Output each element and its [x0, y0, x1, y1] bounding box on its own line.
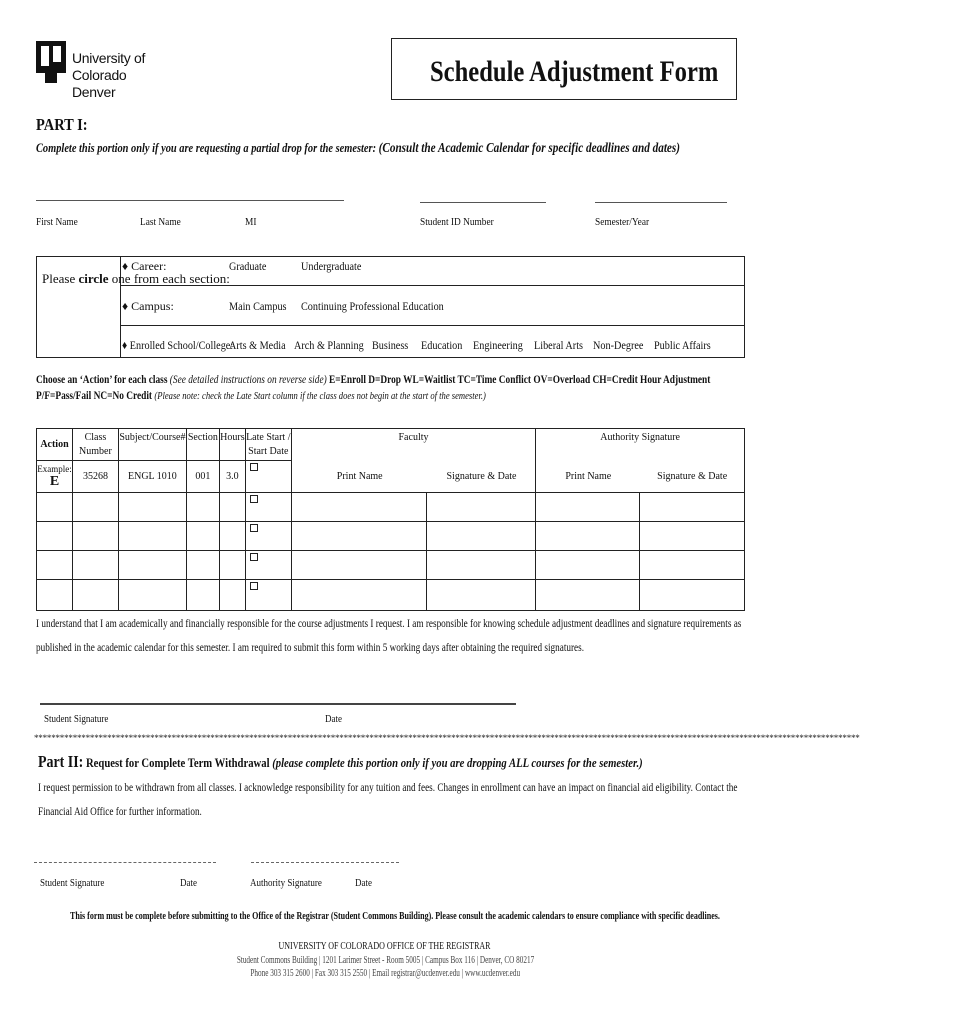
header-hours: Hours — [219, 429, 245, 461]
header-class-number: Class Number — [72, 429, 118, 461]
campus-label: ♦ Campus: — [122, 299, 174, 313]
faculty-subheader — [291, 461, 536, 493]
header-faculty: Faculty — [291, 429, 536, 461]
faculty-print-name: Print Name — [336, 470, 383, 482]
mi-label: MI — [245, 216, 257, 228]
school-option-liberal-arts[interactable]: Liberal Arts — [534, 338, 584, 352]
action-codes — [36, 371, 901, 404]
logo-line-denver: Denver — [72, 84, 116, 100]
part1-instruction-a: Complete this portion only if you are requesting a partial drop for the semester: — [36, 140, 377, 155]
date-label: Date — [325, 713, 343, 725]
example-action-cell — [37, 461, 73, 493]
school-option-education[interactable]: Education — [421, 338, 463, 352]
last-name-label: Last Name — [140, 216, 181, 228]
circle-instruction: Please circle one from each section: — [42, 271, 230, 286]
table-row[interactable] — [37, 521, 745, 550]
submission-notice: This form must be complete before submitting to the Office of the Registrar (Student Commons Building). Please consult the academic calendars to ensure compliance with specific deadlines. — [70, 910, 720, 922]
example-class-number: 35268 — [72, 461, 118, 493]
late-start-checkbox[interactable] — [245, 521, 291, 550]
registrar-contact: Phone 303 315 2600 | Fax 303 315 2550 | Email registrar@ucdenver.edu | www.ucdenver.edu — [250, 968, 520, 979]
table-row[interactable] — [37, 492, 745, 521]
student-id-label: Student ID Number — [420, 216, 494, 228]
school-option-arch-planning[interactable]: Arch & Planning — [294, 338, 364, 352]
part2-authority-signature-line[interactable] — [251, 862, 399, 863]
authority-subheader — [536, 461, 745, 493]
example-label: Example: — [37, 464, 72, 474]
school-option-non-degree[interactable]: Non-Degree — [593, 338, 644, 352]
table-row[interactable] — [37, 550, 745, 579]
separator-line: ************************************************************************************************************************************************************************************************ — [34, 733, 860, 743]
example-hours: 3.0 — [219, 461, 245, 493]
school-option-arts-media[interactable]: Arts & Media — [229, 338, 286, 352]
student-id-line[interactable] — [420, 202, 546, 203]
registrar-office: UNIVERSITY OF COLORADO OFFICE OF THE REGISTRAR — [278, 941, 492, 952]
header-subject: Subject/Course# — [118, 429, 186, 461]
example-action: E — [49, 474, 60, 489]
registrar-address: Student Commons Building | 1201 Larimer Street - Room 5005 | Campus Box 116 | Denver, CO 80217 — [236, 955, 534, 966]
action-lead: Choose an ‘Action’ for each class — [36, 372, 168, 386]
example-subject: ENGL 1010 — [118, 461, 186, 493]
semester-line[interactable] — [595, 202, 727, 203]
form-title-box — [391, 38, 737, 100]
authority-print-name: Print Name — [565, 470, 612, 482]
semester-label: Semester/Year — [595, 216, 650, 228]
header-authority: Authority Signature — [536, 429, 745, 461]
action-lead-note: (See detailed instructions on reverse side) — [169, 372, 327, 386]
header-section: Section — [186, 429, 219, 461]
late-start-checkbox[interactable] — [245, 579, 291, 610]
agreement-text — [36, 612, 918, 660]
school-label: ♦ Enrolled School/College: — [122, 338, 234, 352]
withdrawal-line2: Financial Aid Office for further information. — [38, 806, 202, 818]
part2-title: Request for Complete Term Withdrawal — [85, 755, 270, 770]
withdrawal-line1: I request permission to be withdrawn from all classes. I acknowledge responsibility for any tuition and fees. Changes in enrollment can have an impact on financial aid eligibility. Contact the — [38, 782, 738, 794]
part2-date-label-1: Date — [180, 877, 198, 889]
table-row[interactable] — [37, 579, 745, 610]
late-start-note: (Please note: check the Late Start column if the class does not begin at the start of the semester.) — [154, 390, 486, 402]
withdrawal-text — [38, 776, 912, 824]
part2-heading: Part II: — [38, 752, 84, 771]
campus-option-cpe[interactable]: Continuing Professional Education — [301, 299, 444, 313]
late-start-checkbox[interactable] — [245, 550, 291, 579]
agreement-line2: published in the academic calendar for this semester. I am required to submit this form within 5 working days after obtaining the required signatures. — [36, 642, 585, 654]
name-line[interactable] — [36, 200, 344, 201]
school-option-engineering[interactable]: Engineering — [473, 338, 523, 352]
part2-student-signature-line[interactable] — [34, 862, 216, 863]
action-codes-line1: E=Enroll D=Drop WL=Waitlist TC=Time Conflict OV=Overload CH=Credit Hour Adjustment — [329, 372, 711, 386]
late-start-checkbox-example[interactable] — [245, 461, 291, 493]
logo-line-university: University of Colorado — [72, 50, 146, 83]
late-start-checkbox[interactable] — [245, 492, 291, 521]
part2-date-label-2: Date — [355, 877, 373, 889]
career-option-graduate[interactable]: Graduate — [229, 259, 267, 273]
university-logo — [35, 40, 185, 100]
first-name-label: First Name — [36, 216, 78, 228]
cu-logo-icon — [35, 40, 67, 84]
form-title: Schedule Adjustment Form — [430, 55, 719, 88]
campus-option-main[interactable]: Main Campus — [229, 299, 287, 313]
header-action: Action — [37, 429, 73, 461]
career-label: ♦ Career: — [122, 259, 167, 273]
part2-heading-row — [38, 752, 775, 772]
career-option-undergraduate[interactable]: Undergraduate — [301, 259, 362, 273]
part2-note: (please complete this portion only if you are dropping ALL courses for the semester.) — [272, 755, 643, 770]
faculty-sig-date: Signature & Date — [446, 470, 517, 482]
part2-student-signature-label: Student Signature — [40, 877, 105, 889]
part2-authority-signature-label: Authority Signature — [250, 877, 322, 889]
agreement-line1: I understand that I am academically and financially responsible for the course adjustments I request. I am responsible for knowing schedule adjustment deadlines and signature requirements as — [36, 618, 742, 630]
school-option-public-affairs[interactable]: Public Affairs — [654, 338, 711, 352]
part1-instruction — [36, 140, 841, 157]
school-option-business[interactable]: Business — [372, 338, 409, 352]
authority-sig-date: Signature & Date — [657, 470, 728, 482]
header-late-start: Late Start / Start Date — [245, 429, 291, 461]
example-section: 001 — [186, 461, 219, 493]
part1-instruction-b: (Consult the Academic Calendar for specific deadlines and dates) — [378, 141, 680, 156]
student-signature-line[interactable] — [40, 703, 516, 705]
course-table — [36, 428, 745, 611]
action-codes-line2: P/F=Pass/Fail NC=No Credit — [36, 388, 153, 402]
part1-heading: PART I: — [36, 115, 88, 134]
student-signature-label: Student Signature — [44, 713, 109, 725]
